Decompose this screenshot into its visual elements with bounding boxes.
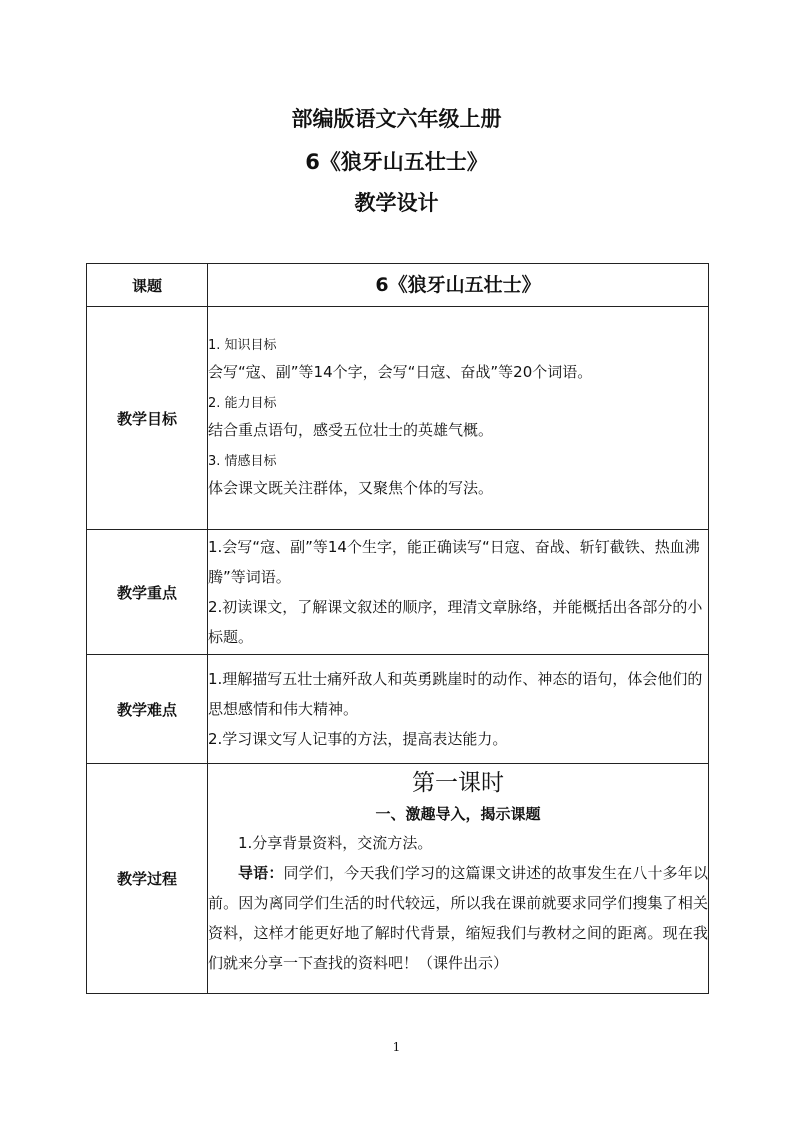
- table-row-key-points: [87, 530, 709, 655]
- lesson-name: 6《狼牙山五壮士》: [305, 150, 488, 174]
- objective-text: 体会课文既关注群体，又聚焦个体的写法。: [208, 479, 494, 497]
- title-value: 6《狼牙山五壮士》: [208, 264, 709, 307]
- difficulty-item: 2.学习课文写人记事的方法，提高表达能力。: [208, 730, 508, 748]
- page-number: 1: [392, 1040, 401, 1054]
- section-title: 一、激趣导入，揭示课题: [375, 805, 541, 823]
- objective-heading: 2. 能力目标: [208, 396, 277, 411]
- key-points-label: 教学重点: [87, 530, 208, 655]
- objectives-label: 教学目标: [87, 307, 208, 530]
- title-label: 课题: [87, 264, 208, 307]
- guide-text: 同学们，今天我们学习的这篇课文讲述的故事发生在八十多年以前。因为离同学们生活的时代较远，所以我在课前就要求同学们搜集了相关资料，这样才能更好地了解时代背景，缩短我们与教材之间的距离。现在我们就来分享一下查找的资料吧！（课件出示）: [208, 864, 708, 972]
- teaching-plan-table: [86, 263, 709, 994]
- table-row-objectives: [87, 307, 709, 530]
- objectives-content: [208, 307, 709, 530]
- table-row-title: [87, 264, 709, 307]
- objective-text: 会写“寇、副”等14个字，会写“日寇、奋战”等20个词语。: [208, 363, 593, 381]
- key-point-item: 2.初读课文，了解课文叙述的顺序，理清文章脉络，并能概括出各部分的小标题。: [208, 598, 703, 646]
- lesson-period-title: 第一课时: [412, 770, 504, 796]
- document-subtitle: 教学设计: [354, 191, 439, 215]
- document-title: 部编版语文六年级上册: [291, 107, 502, 131]
- difficulty-item: 1.理解描写五壮士痛歼敌人和英勇跳崖时的动作、神态的语句，体会他们的思想感情和伟大精神。: [208, 670, 703, 718]
- process-label: 教学过程: [87, 764, 208, 994]
- guide-label: 导语：: [238, 864, 284, 882]
- process-step: 1.分享背景资料，交流方法。: [238, 834, 433, 852]
- process-content: [208, 764, 709, 994]
- key-point-item: 1.会写“寇、副”等14个生字，能正确读写“日寇、奋战、斩钉截铁、热血沸腾”等词语。: [208, 538, 700, 586]
- table-row-process: [87, 764, 709, 994]
- guide-paragraph: [208, 858, 708, 978]
- table-row-difficulties: [87, 655, 709, 764]
- objective-heading: 3. 情感目标: [208, 454, 277, 469]
- difficulties-label: 教学难点: [87, 655, 208, 764]
- difficulties-content: [208, 655, 709, 764]
- objective-text: 结合重点语句，感受五位壮士的英雄气概。: [208, 421, 494, 439]
- objective-heading: 1. 知识目标: [208, 338, 277, 353]
- key-points-content: [208, 530, 709, 655]
